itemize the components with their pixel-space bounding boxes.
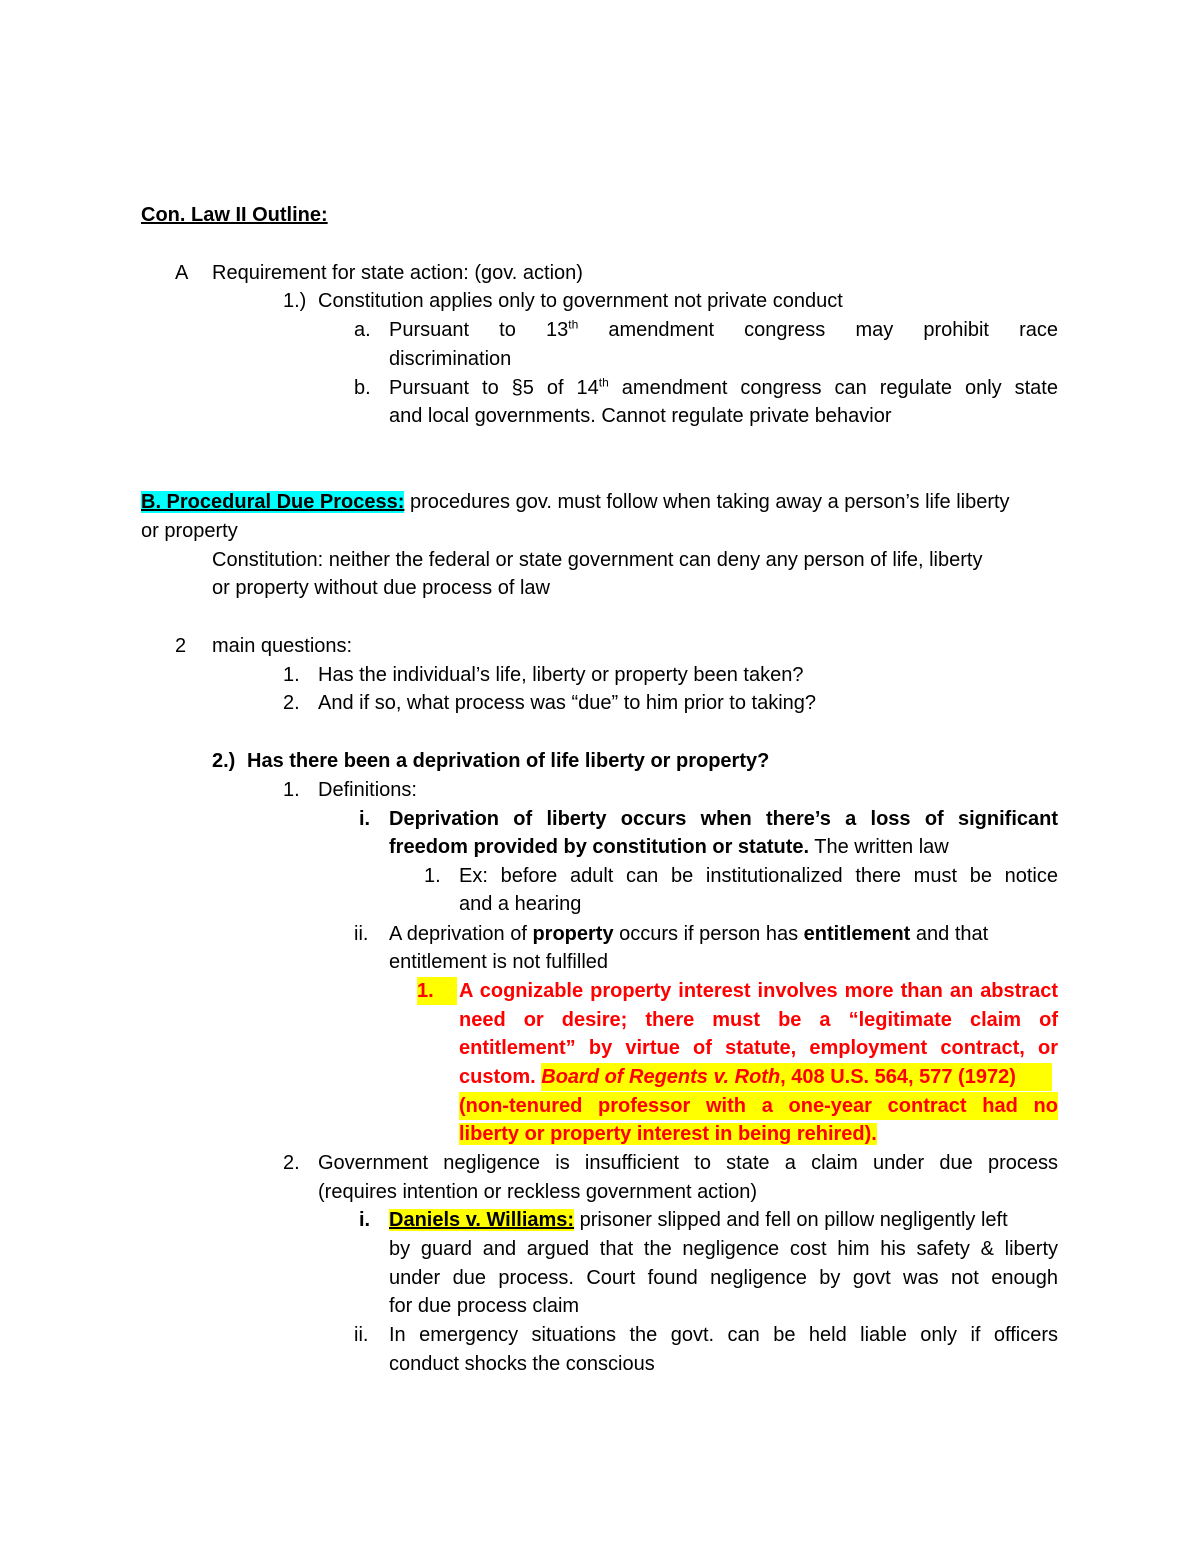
daniels-line3: under due process. Court found negligence by govt was not enough: [389, 1267, 1058, 1289]
section-a-marker: A: [175, 262, 189, 284]
roth-line2: need or desire; there must be a “legitimate claim of: [459, 1009, 1058, 1031]
constitution-line2: or property without due process of law: [212, 577, 550, 599]
roth-line1: A cognizable property interest involves more than an abstract: [459, 980, 1058, 1002]
deprivation-marker: 2.): [212, 750, 236, 772]
def-ii-line2: entitlement is not fulfilled: [389, 951, 609, 973]
ex-marker: 1.: [424, 865, 441, 887]
def-i-line2: freedom provided by constitution or statute. The written law: [389, 836, 949, 858]
negligence-line1: Government negligence is insufficient to state a claim under due process: [318, 1152, 1058, 1174]
item-b-line1: Pursuant to §5 of 14th amendment congress can regulate only state: [389, 375, 1058, 399]
section-b-line1: B. Procedural Due Process: procedures gov. must follow when taking away a person’s life liberty: [141, 491, 1010, 513]
item-a-marker: a.: [354, 319, 371, 341]
negligence-marker: 2.: [283, 1152, 300, 1174]
def-ii-line1: A deprivation of property occurs if person has entitlement and that: [389, 923, 989, 945]
item-a-line2: discrimination: [389, 348, 512, 370]
deprivation-heading: Has there been a deprivation of life liberty or property?: [247, 750, 770, 772]
section-b-heading: B. Procedural Due Process:: [141, 491, 405, 513]
item-1-text: Constitution applies only to government not private conduct: [318, 290, 843, 312]
question-2-text: And if so, what process was “due” to him prior to taking?: [318, 692, 817, 714]
emergency-line1: In emergency situations the govt. can be held liable only if officers: [389, 1324, 1058, 1346]
emergency-line2: conduct shocks the conscious: [389, 1353, 655, 1375]
roth-line4: custom. Board of Regents v. Roth, 408 U.S. 564, 577 (1972): [459, 1063, 1058, 1091]
roth-line3: entitlement” by virtue of statute, employment contract, or: [459, 1037, 1058, 1059]
roth-line5: (non-tenured professor with a one-year contract had no: [459, 1092, 1058, 1120]
ex-line2: and a hearing: [459, 893, 582, 915]
roth-case-name: Board of Regents v. Roth: [541, 1066, 781, 1088]
section-a-heading: Requirement for state action: (gov. action): [212, 262, 583, 284]
roth-marker: 1.: [417, 977, 457, 1005]
item-b-line2: and local governments. Cannot regulate private behavior: [389, 405, 892, 427]
main-questions-marker: 2: [175, 635, 187, 657]
def-i-marker: i.: [359, 808, 371, 830]
item-a-line1: Pursuant to 13th amendment congress may prohibit race: [389, 317, 1058, 341]
daniels-case-name: Daniels v. Williams:: [389, 1209, 575, 1231]
definitions-label: Definitions:: [318, 779, 417, 801]
daniels-line4: for due process claim: [389, 1295, 580, 1317]
roth-line6: liberty or property interest in being rehired).: [459, 1123, 877, 1145]
question-2-marker: 2.: [283, 692, 300, 714]
ex-line1: Ex: before adult can be institutionalized there must be notice: [459, 865, 1058, 887]
emergency-marker: ii.: [354, 1324, 369, 1346]
daniels-line2: by guard and argued that the negligence cost him his safety & liberty: [389, 1238, 1058, 1260]
item-b-marker: b.: [354, 377, 371, 399]
question-1-text: Has the individual’s life, liberty or property been taken?: [318, 664, 804, 686]
constitution-line1: Constitution: neither the federal or state government can deny any person of life, liberty: [212, 549, 983, 571]
def-i-line1: Deprivation of liberty occurs when there’s a loss of significant: [389, 808, 1058, 830]
item-1-marker: 1.): [283, 290, 307, 312]
daniels-line1: Daniels v. Williams: prisoner slipped and fell on pillow negligently left: [389, 1209, 1008, 1231]
main-questions-label: main questions:: [212, 635, 353, 657]
section-b-line2: or property: [141, 520, 238, 542]
document-title: Con. Law II Outline:: [141, 204, 328, 226]
def-ii-marker: ii.: [354, 923, 369, 945]
definitions-marker: 1.: [283, 779, 300, 801]
question-1-marker: 1.: [283, 664, 300, 686]
negligence-line2: (requires intention or reckless government action): [318, 1181, 758, 1203]
daniels-marker: i.: [359, 1209, 371, 1231]
